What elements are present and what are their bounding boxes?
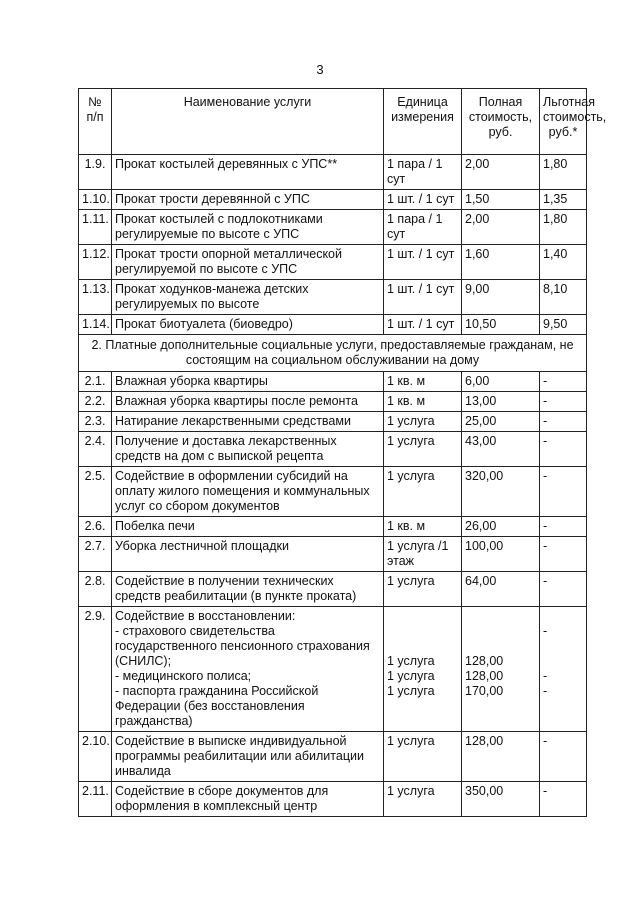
service-name: Содействие в выписке индивидуальной программы реабилитации или абилитации инвалида <box>112 732 384 782</box>
discount-price: - <box>540 467 587 517</box>
full-price: 320,00 <box>462 467 540 517</box>
row-number: 2.1. <box>79 372 112 392</box>
service-name: Прокат ходунков-манежа детских регулируемых по высоте <box>112 280 384 315</box>
header-full-price: Полная стоимость, руб. <box>462 89 540 155</box>
service-name: Содействие в получении технических средств реабилитации (в пункте проката) <box>112 572 384 607</box>
header-unit: Единица измерения <box>384 89 462 155</box>
service-name: Прокат трости опорной металлической регулируемой по высоте с УПС <box>112 245 384 280</box>
service-name: Содействие в сборе документов для оформления в комплексный центр <box>112 782 384 817</box>
service-name: Влажная уборка квартиры после ремонта <box>112 392 384 412</box>
discount-price: - <box>540 372 587 392</box>
discount-price: 8,10 <box>540 280 587 315</box>
header-num: № п/п <box>79 89 112 155</box>
row-number: 2.8. <box>79 572 112 607</box>
service-name: Прокат трости деревянной с УПС <box>112 190 384 210</box>
unit-of-measure: 1 услуга 1 услуга 1 услуга <box>384 607 462 732</box>
row-number: 2.5. <box>79 467 112 517</box>
table-row <box>79 392 587 412</box>
table-row <box>79 210 587 245</box>
unit-of-measure: 1 кв. м <box>384 372 462 392</box>
service-name: Содействие в оформлении субсидий на оплату жилого помещения и коммунальных услуг со сбором документов <box>112 467 384 517</box>
page-number: 3 <box>316 62 324 77</box>
unit-of-measure: 1 услуга /1 этаж <box>384 537 462 572</box>
table-row <box>79 155 587 190</box>
section-2-heading-row <box>79 335 587 372</box>
full-price: 2,00 <box>462 210 540 245</box>
unit-of-measure: 1 шт. / 1 сут <box>384 280 462 315</box>
discount-price: - <box>540 782 587 817</box>
service-name: Влажная уборка квартиры <box>112 372 384 392</box>
unit-of-measure: 1 пара / 1 сут <box>384 210 462 245</box>
discount-price: - <box>540 432 587 467</box>
unit-of-measure: 1 пара / 1 сут <box>384 155 462 190</box>
row-number: 1.11. <box>79 210 112 245</box>
full-price: 13,00 <box>462 392 540 412</box>
tariff-table <box>78 88 607 817</box>
header-discount-price: Льготная стоимость, руб.* <box>540 89 587 155</box>
table-row <box>79 517 587 537</box>
service-name: Побелка печи <box>112 517 384 537</box>
full-price: 25,00 <box>462 412 540 432</box>
row-number: 1.12. <box>79 245 112 280</box>
table-row <box>79 372 587 392</box>
discount-price: - <box>540 537 587 572</box>
row-number: 1.10. <box>79 190 112 210</box>
full-price: 64,00 <box>462 572 540 607</box>
table-row <box>79 245 587 280</box>
service-name: Уборка лестничной площадки <box>112 537 384 572</box>
table-row <box>79 607 587 732</box>
service-name: Прокат костылей с подлокотниками регулируемые по высоте с УПС <box>112 210 384 245</box>
row-number: 2.9. <box>79 607 112 732</box>
discount-price: - <box>540 412 587 432</box>
row-number: 2.10. <box>79 732 112 782</box>
table-row <box>79 315 587 335</box>
table-row <box>79 280 587 315</box>
unit-of-measure: 1 услуга <box>384 572 462 607</box>
full-price: 6,00 <box>462 372 540 392</box>
service-name: Получение и доставка лекарственных средств на дом с выпиской рецепта <box>112 432 384 467</box>
row-number: 2.6. <box>79 517 112 537</box>
discount-price: 1,80 <box>540 210 587 245</box>
unit-of-measure: 1 кв. м <box>384 392 462 412</box>
service-name: Прокат биотуалета (биоведро) <box>112 315 384 335</box>
table-row <box>79 412 587 432</box>
full-price: 1,60 <box>462 245 540 280</box>
discount-price: - <box>540 517 587 537</box>
full-price: 2,00 <box>462 155 540 190</box>
full-price: 350,00 <box>462 782 540 817</box>
discount-price: 1,40 <box>540 245 587 280</box>
service-name: Содействие в восстановлении: - страхового свидетельства государственного пенсионного страхования (СНИЛС); - медицинского полиса; - паспорта гражданина Российской Федерации (без восстановления гражданства) <box>112 607 384 732</box>
unit-of-measure: 1 услуга <box>384 732 462 782</box>
unit-of-measure: 1 кв. м <box>384 517 462 537</box>
unit-of-measure: 1 шт. / 1 сут <box>384 245 462 280</box>
discount-price: - - - <box>540 607 587 732</box>
row-number: 2.3. <box>79 412 112 432</box>
row-number: 1.14. <box>79 315 112 335</box>
row-number: 2.4. <box>79 432 112 467</box>
full-price: 1,50 <box>462 190 540 210</box>
table-header-row <box>79 89 587 155</box>
discount-price: 9,50 <box>540 315 587 335</box>
table-row <box>79 732 587 782</box>
table-row <box>79 572 587 607</box>
discount-price: - <box>540 392 587 412</box>
full-price: 100,00 <box>462 537 540 572</box>
discount-price: 1,35 <box>540 190 587 210</box>
row-number: 1.9. <box>79 155 112 190</box>
full-price: 43,00 <box>462 432 540 467</box>
row-number: 2.7. <box>79 537 112 572</box>
table-row <box>79 537 587 572</box>
unit-of-measure: 1 услуга <box>384 782 462 817</box>
row-number: 2.11. <box>79 782 112 817</box>
discount-price: 1,80 <box>540 155 587 190</box>
unit-of-measure: 1 услуга <box>384 432 462 467</box>
unit-of-measure: 1 шт. / 1 сут <box>384 315 462 335</box>
table-row <box>79 432 587 467</box>
service-name: Прокат костылей деревянных с УПС** <box>112 155 384 190</box>
service-name: Натирание лекарственными средствами <box>112 412 384 432</box>
unit-of-measure: 1 шт. / 1 сут <box>384 190 462 210</box>
table-row <box>79 782 587 817</box>
unit-of-measure: 1 услуга <box>384 467 462 517</box>
full-price: 9,00 <box>462 280 540 315</box>
row-number: 2.2. <box>79 392 112 412</box>
discount-price: - <box>540 572 587 607</box>
table-row <box>79 467 587 517</box>
full-price: 10,50 <box>462 315 540 335</box>
header-name: Наименование услуги <box>112 89 384 155</box>
section-2-title: 2. Платные дополнительные социальные услуги, предоставляемые гражданам, не состоящим на социальном обслуживании на дому <box>79 335 587 372</box>
discount-price: - <box>540 732 587 782</box>
table-row <box>79 190 587 210</box>
unit-of-measure: 1 услуга <box>384 412 462 432</box>
full-price: 128,00 <box>462 732 540 782</box>
row-number: 1.13. <box>79 280 112 315</box>
full-price: 128,00 128,00 170,00 <box>462 607 540 732</box>
full-price: 26,00 <box>462 517 540 537</box>
